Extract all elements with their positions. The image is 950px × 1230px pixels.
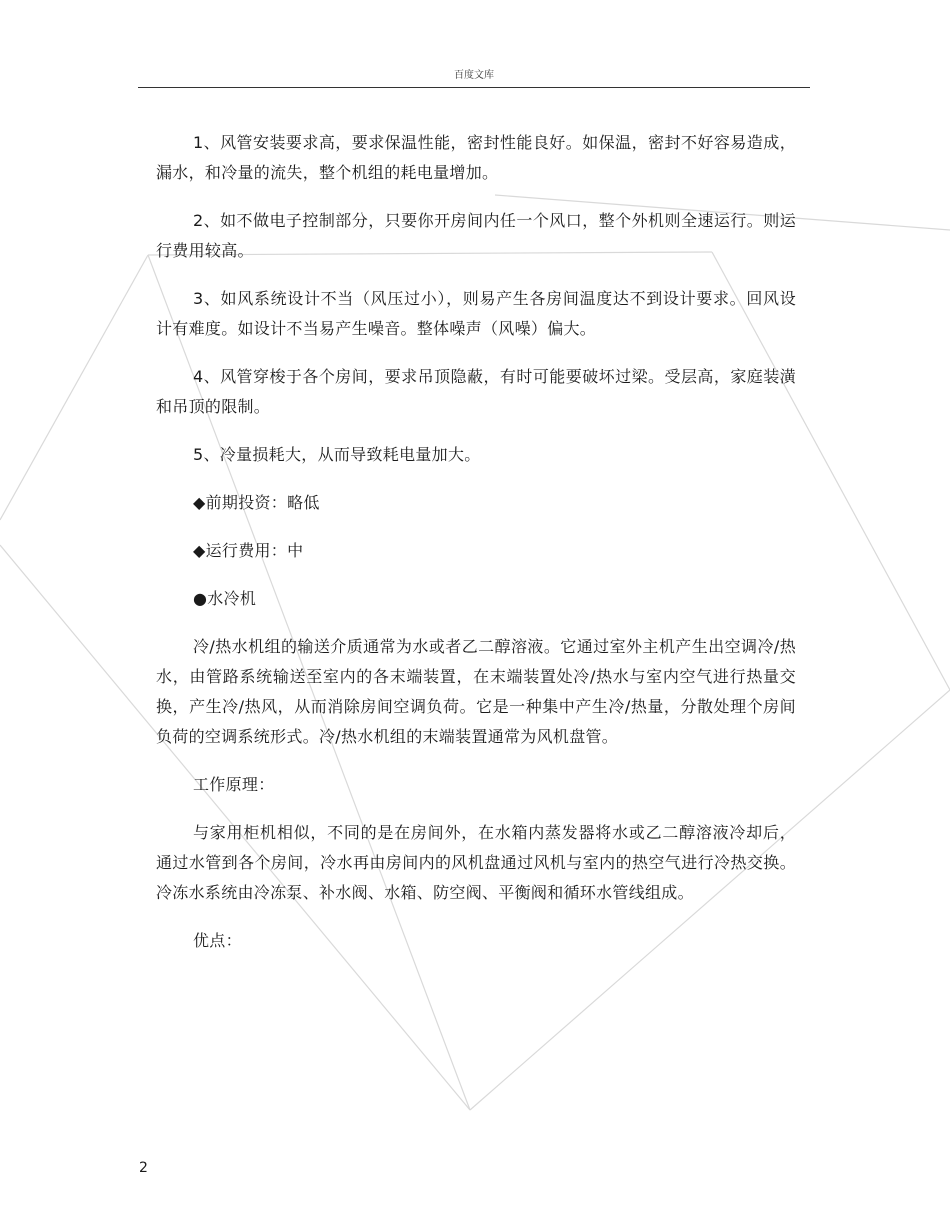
page-header: 百度文库 xyxy=(454,70,494,81)
section-heading-water-cooled: ●水冷机 xyxy=(193,589,257,608)
header-divider xyxy=(138,87,810,88)
paragraph-item-4: 4、风管穿梭于各个房间，要求吊顶隐蔽，有时可能要破坏过梁。受层高，家庭装潢和吊顶的限制。 xyxy=(156,367,796,416)
paragraph-item-5: 5、冷量损耗大，从而导致耗电量加大。 xyxy=(193,445,481,464)
paragraph-item-1: 1、风管安装要求高，要求保温性能，密封性能良好。如保温，密封不好容易造成，漏水，和冷量的流失，整个机组的耗电量增加。 xyxy=(156,133,796,182)
paragraph-item-3: 3、如风系统设计不当（风压过小），则易产生各房间温度达不到设计要求。回风设计有难度。如设计不当易产生噪音。整体噪声（风噪）偏大。 xyxy=(156,289,796,338)
page-number: 2 xyxy=(139,1160,148,1176)
paragraph-water-cooled-description: 冷/热水机组的输送介质通常为水或者乙二醇溶液。它通过室外主机产生出空调冷/热水，由管路系统输送至室内的各末端装置，在末端装置处冷/热水与室内空气进行热量交换，产生冷/热风，从而消除房间空调负荷。它是一种集中产生冷/热量，分散处理个房间负荷的空调系统形式。冷/热水机组的末端装置通常为风机盘管。 xyxy=(156,637,796,746)
paragraph-investment: ◆前期投资：略低 xyxy=(193,493,320,512)
section-heading-advantages: 优点： xyxy=(193,931,242,950)
document-body xyxy=(156,128,796,974)
paragraph-running-cost: ◆运行费用：中 xyxy=(193,541,304,560)
section-heading-working-principle: 工作原理： xyxy=(193,775,275,794)
paragraph-item-2: 2、如不做电子控制部分，只要你开房间内任一个风口，整个外机则全速运行。则运行费用较高。 xyxy=(156,211,796,260)
paragraph-working-principle: 与家用柜机相似，不同的是在房间外，在水箱内蒸发器将水或乙二醇溶液冷却后，通过水管到各个房间，冷水再由房间内的风机盘通过风机与室内的热空气进行冷热交换。冷冻水系统由冷冻泵、补水阀、水箱、防空阀、平衡阀和循环水管线组成。 xyxy=(156,823,796,902)
watermark-line xyxy=(0,255,148,520)
